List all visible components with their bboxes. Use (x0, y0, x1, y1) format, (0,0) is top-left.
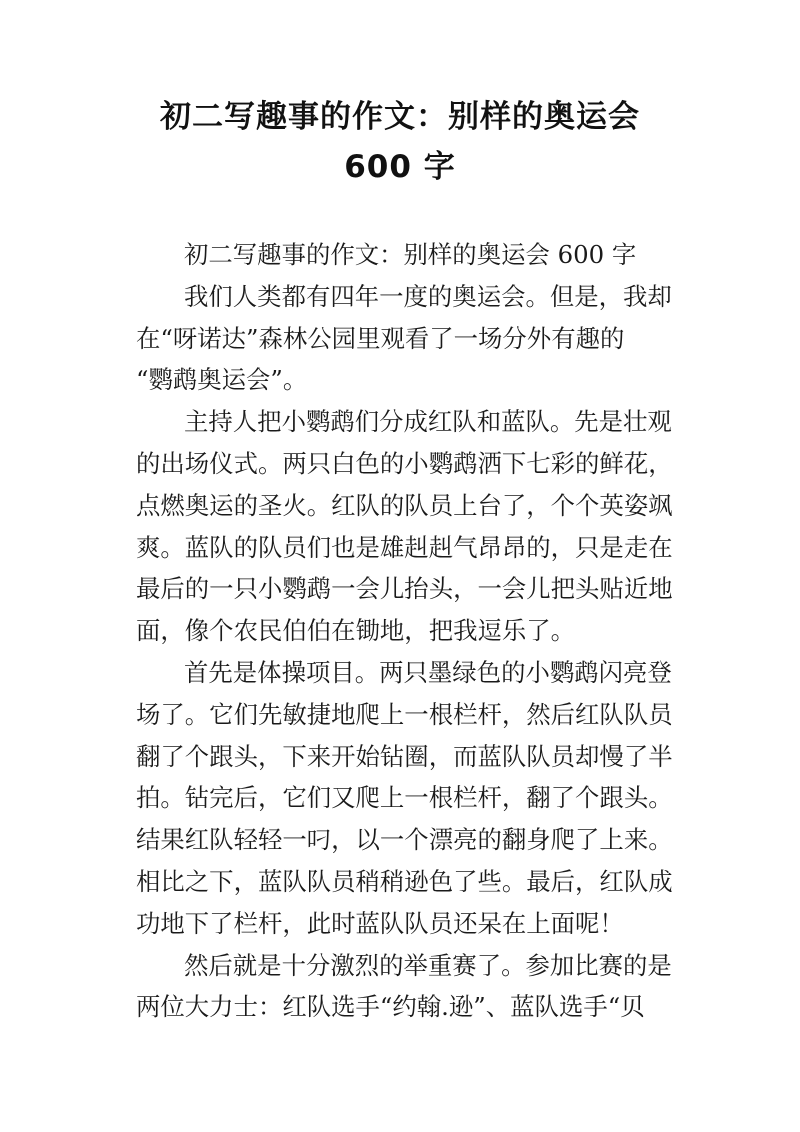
title-line: 600 字 (344, 149, 456, 185)
body-line: 首先是体操项目。两只墨绿色的小鹦鹉闪亮登 (184, 657, 672, 687)
body-line: 点燃奥运的圣火。红队的队员上台了，个个英姿飒 (136, 490, 673, 520)
body-line: 初二写趣事的作文：别样的奥运会 600 字 (184, 240, 637, 269)
body-line: 我们人类都有四年一度的奥运会。但是，我却 (184, 281, 672, 311)
document-body (136, 234, 676, 1028)
body-line: 在“呀诺达”森林公园里观看了一场分外有趣的 (136, 323, 625, 353)
body-line: 场了。它们先敏捷地爬上一根栏杆，然后红队队员 (136, 699, 673, 729)
document-title (100, 92, 700, 192)
body-line: 面，像个农民伯伯在锄地，把我逗乐了。 (136, 616, 576, 646)
body-line: 相比之下，蓝队队员稍稍逊色了些。最后，红队成 (136, 866, 673, 896)
body-line: “鹦鹉奥运会”。 (136, 365, 308, 395)
body-line: 拍。钻完后，它们又爬上一根栏杆，翻了个跟头。 (136, 783, 673, 813)
body-line: 结果红队轻轻一叼，以一个漂亮的翻身爬了上来。 (136, 825, 673, 855)
title-line: 初二写趣事的作文：别样的奥运会 (160, 99, 640, 135)
body-line: 爽。蓝队的队员们也是雄赳赳气昂昂的，只是走在 (136, 532, 673, 562)
body-line: 的出场仪式。两只白色的小鹦鹉洒下七彩的鲜花， (136, 448, 673, 478)
body-line: 最后的一只小鹦鹉一会儿抬头，一会儿把头贴近地 (136, 574, 673, 604)
body-line: 两位大力士：红队选手“约翰.逊”、蓝队选手“贝 (136, 992, 645, 1022)
body-line: 翻了个跟头，下来开始钻圈，而蓝队队员却慢了半 (136, 741, 673, 771)
body-line: 功地下了栏杆，此时蓝队队员还呆在上面呢！ (136, 908, 624, 938)
body-line: 然后就是十分激烈的举重赛了。参加比赛的是 (184, 950, 672, 980)
body-line: 主持人把小鹦鹉们分成红队和蓝队。先是壮观 (184, 407, 672, 437)
